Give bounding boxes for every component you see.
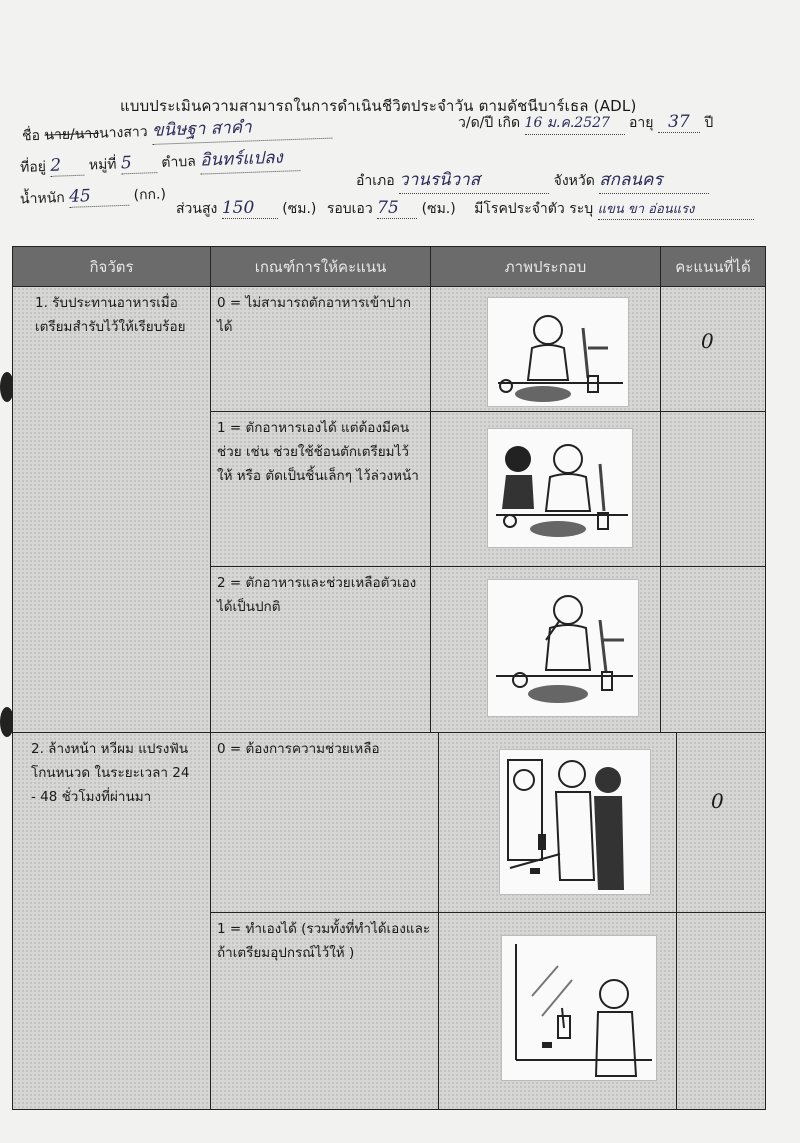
criteria-1-0 bbox=[211, 287, 431, 412]
height-label: ส่วนสูง bbox=[176, 201, 218, 217]
dob-age-row bbox=[458, 112, 713, 135]
illustration-cell bbox=[431, 287, 661, 412]
criteria-2-0 bbox=[211, 733, 439, 913]
name-value[interactable]: ขนิษฐา สาคำ bbox=[152, 111, 333, 145]
tambon-value[interactable]: อินทร์แปลง bbox=[200, 143, 301, 174]
score-cell-empty[interactable] bbox=[677, 913, 765, 1109]
waist-label: รอบเอว bbox=[326, 201, 373, 217]
prefix: นางสาว bbox=[98, 124, 148, 142]
height-value[interactable]: 150 bbox=[222, 198, 278, 219]
waist-value[interactable]: 75 bbox=[377, 198, 417, 219]
adl-table bbox=[12, 246, 766, 1110]
dob-value[interactable]: 16 ม.ค.2527 bbox=[525, 112, 625, 135]
criteria-text: 1 = ทำเองได้ (รวมทั้งที่ทำได้เองและถ้าเตรียมอุปกรณ์ไว้ให้ ) bbox=[217, 921, 431, 961]
header-illustration: ภาพประกอบ bbox=[431, 247, 661, 287]
house-no-value[interactable]: 2 bbox=[50, 155, 85, 177]
eating-unable-illustration bbox=[487, 297, 629, 407]
illustration-cell bbox=[439, 913, 677, 1109]
amphoe-label: อำเภอ bbox=[356, 173, 395, 189]
score-cell-empty[interactable] bbox=[661, 567, 765, 733]
score-2-value: 0 bbox=[711, 789, 724, 813]
eating-assisted-illustration bbox=[487, 428, 633, 548]
score-cell-1[interactable] bbox=[661, 287, 765, 412]
header-criteria: เกณฑ์การให้คะแนน bbox=[211, 247, 431, 287]
weight-row bbox=[20, 183, 167, 210]
criteria-text: 2 = ตักอาหารและช่วยเหลือตัวเองได้เป็นปกติ bbox=[217, 575, 417, 615]
activity-1-cell bbox=[13, 287, 211, 733]
score-cell-2[interactable] bbox=[677, 733, 765, 913]
illustration-cell bbox=[431, 412, 661, 567]
moo-value[interactable]: 5 bbox=[121, 152, 158, 174]
grooming-assisted-illustration bbox=[499, 749, 651, 895]
height-unit: (ซม.) bbox=[282, 201, 317, 217]
weight-value[interactable]: 45 bbox=[69, 185, 130, 208]
dob-label: ว/ด/ปี เกิด bbox=[458, 115, 521, 131]
weight-unit: (กก.) bbox=[133, 186, 167, 204]
address-row bbox=[20, 143, 301, 181]
activity-2-text: 2. ล้างหน้า หวีผม แปรงฟัน โกนหนวด ในระยะเวลา 24 - 48 ชั่วโมงที่ผ่านมา bbox=[31, 741, 190, 805]
criteria-1-1 bbox=[211, 412, 431, 567]
name-label: ชื่อ bbox=[21, 127, 41, 145]
prefix-struck: นาย/นาง bbox=[44, 125, 100, 144]
province-label: จังหวัด bbox=[553, 173, 595, 189]
form-title: แบบประเมินความสามารถในการดำเนินชีวิตประจำวัน ตามดัชนีบาร์เธล (ADL) bbox=[120, 97, 637, 115]
disease-label: มีโรคประจำตัว ระบุ bbox=[474, 201, 594, 217]
criteria-1-2 bbox=[211, 567, 431, 733]
score-cell-empty[interactable] bbox=[661, 412, 765, 567]
measurements-row bbox=[176, 198, 754, 220]
header-activity: กิจวัตร bbox=[13, 247, 211, 287]
grooming-independent-illustration bbox=[501, 935, 657, 1081]
header-score: คะแนนที่ได้ bbox=[661, 247, 765, 287]
age-value[interactable]: 37 bbox=[658, 112, 700, 133]
criteria-text: 1 = ตักอาหารเองได้ แต่ต้องมีคนช่วย เช่น ช่วยใช้ช้อนตักเตรียมไว้ให้ หรือ ตัดเป็นชิ้นเล็กๆ ไว้ล่วงหน้า bbox=[217, 420, 419, 484]
amphoe-value[interactable]: วานรนิวาส bbox=[399, 166, 549, 194]
waist-unit: (ซม.) bbox=[421, 201, 456, 217]
weight-label: น้ำหนัก bbox=[19, 189, 66, 208]
activity-2-cell bbox=[13, 733, 211, 1109]
criteria-2-1 bbox=[211, 913, 439, 1109]
eating-independent-illustration bbox=[487, 579, 639, 717]
moo-label: หมู่ที่ bbox=[88, 156, 117, 174]
province-value[interactable]: สกลนคร bbox=[599, 166, 709, 194]
age-label: อายุ bbox=[628, 115, 654, 131]
amphoe-province-row bbox=[356, 166, 709, 194]
score-1-value: 0 bbox=[701, 329, 714, 353]
address-label: ที่อยู่ bbox=[19, 158, 47, 176]
criteria-text: 0 = ต้องการความช่วยเหลือ bbox=[217, 741, 380, 757]
age-unit: ปี bbox=[704, 115, 714, 131]
activity-1-text: 1. รับประทานอาหารเมื่อเตรียมสำรับไว้ให้เรียบร้อย bbox=[35, 295, 186, 335]
illustration-cell bbox=[431, 567, 661, 733]
illustration-cell bbox=[439, 733, 677, 913]
disease-value[interactable]: แขน ขา อ่อนแรง bbox=[598, 198, 754, 220]
tambon-label: ตำบล bbox=[161, 153, 197, 171]
criteria-text: 0 = ไม่สามารถตักอาหารเข้าปากได้ bbox=[217, 295, 412, 335]
